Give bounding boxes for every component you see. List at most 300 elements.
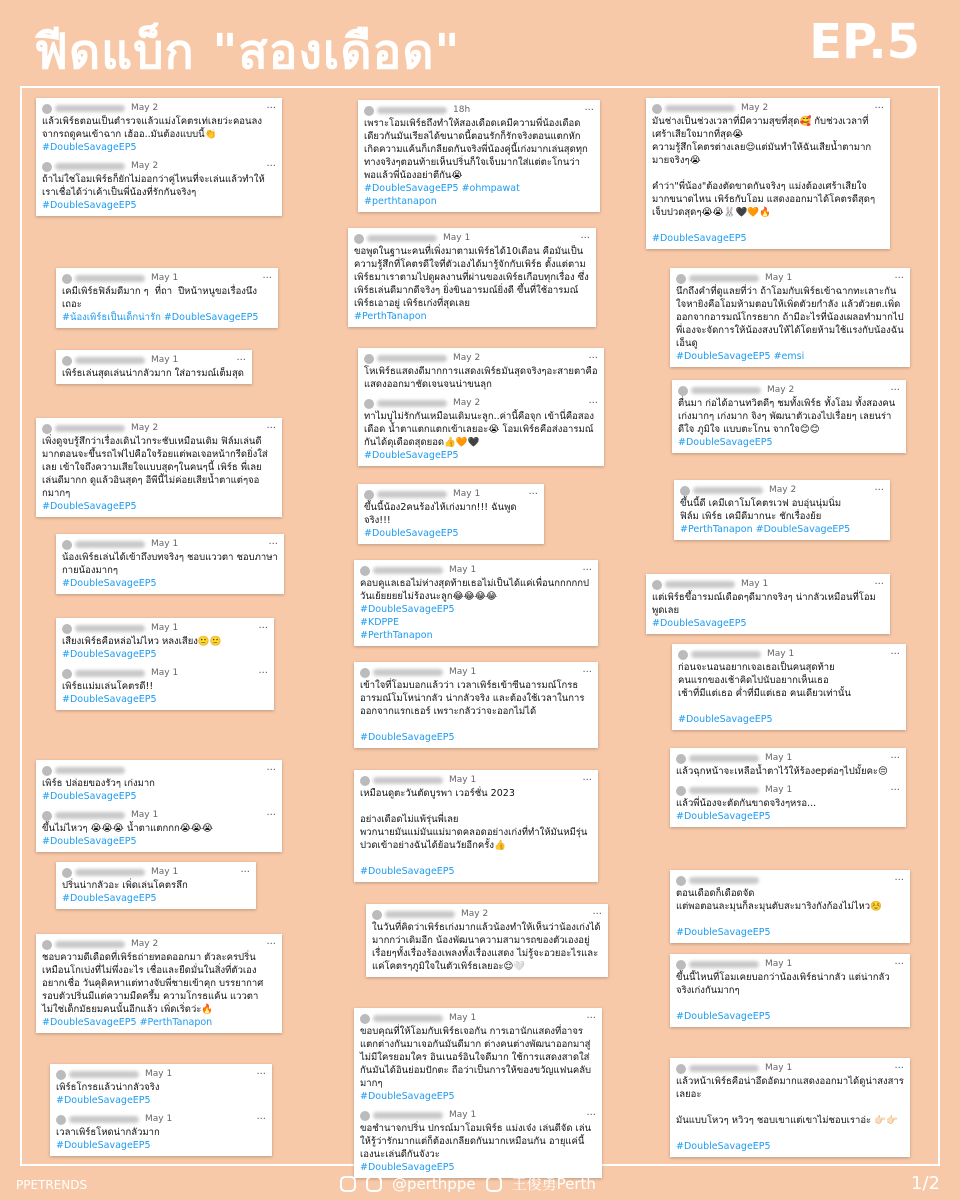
tweet-header	[678, 384, 900, 397]
tweet-date: May 2	[131, 939, 159, 949]
tweet-date: May 1	[453, 489, 481, 499]
blurred-username	[75, 670, 145, 677]
tweet-card[interactable]	[670, 870, 910, 943]
more-options-icon[interactable]: ···	[588, 398, 598, 409]
tweet-text: ขึ้นนี้ดี เคมีเดาโมโคตรเวฟ อบอุ่นนุ่มนิ่ม ฟิล์ม เพิร์ธ เคมีดีมากนะ ชักเรื่องย้ย	[680, 498, 842, 522]
more-options-icon[interactable]: ···	[890, 385, 900, 396]
blurred-username	[69, 1071, 139, 1078]
tweet-card[interactable]	[36, 760, 282, 852]
avatar[interactable]	[62, 868, 72, 878]
tweet-text: ถ้าไม่ใช่โอมเพิร์ธก็ยักไม่ออกว่าคู่ไหนที่จะเล่นแล้วทำให้เราเชื่อได้ว่าเค้าเป็นพี่น้องที่รักกันจริงๆ	[42, 174, 265, 198]
hashtags[interactable]: #DoubleSavageEP5	[364, 450, 459, 461]
blurred-username	[373, 1015, 443, 1022]
tweet-card[interactable]	[56, 268, 278, 328]
blurred-username	[75, 275, 145, 282]
tweet-header	[676, 874, 904, 887]
tweet-text: ขึ้นนี้น้อง2คนร้องไห้เก่งมาก!!! ฉันพูดจริง!!!	[364, 502, 517, 526]
tweet-date: May 1	[131, 810, 159, 820]
more-options-icon[interactable]: ···	[258, 623, 268, 634]
blurred-username	[691, 387, 761, 394]
tweet[interactable]	[62, 667, 268, 706]
blurred-username	[385, 911, 455, 918]
tweet-header	[676, 1062, 904, 1075]
blurred-username	[377, 400, 447, 407]
tweet-header	[364, 104, 594, 117]
tweet-header	[42, 764, 276, 777]
hashtags[interactable]: #DoubleSavageEP5	[652, 618, 747, 629]
more-options-icon[interactable]: ···	[580, 233, 590, 244]
hashtags[interactable]: #DoubleSavageEP5	[360, 732, 455, 743]
tweet-text: ขอชำนาจกปริ่น ปกรณ์มาโอมเพิร์ธ แม่งเจ๋ง เล่นดีจัด เล่นให้รู้ว่ารักมากแต่ก็ต้องเกลียดกันมากเหมือนกัน อายุแค่นี้เองนะเล่นดีกันจังวะ	[360, 1123, 592, 1160]
tweet-date: May 2	[461, 909, 489, 919]
tweet-date: May 1	[443, 233, 471, 243]
avatar[interactable]	[62, 540, 72, 550]
hashtags[interactable]: #DoubleSavageEP5	[676, 1141, 771, 1152]
tweet[interactable]	[62, 622, 268, 661]
avatar[interactable]	[42, 424, 52, 434]
tweet[interactable]	[676, 958, 904, 1023]
tweet[interactable]	[676, 874, 904, 939]
more-options-icon[interactable]: ···	[874, 103, 884, 114]
hashtags[interactable]: #PerthTanapon #DoubleSavageEP5	[680, 524, 851, 535]
tweet-header	[62, 667, 268, 680]
tweet-header	[42, 809, 276, 822]
tweet-header	[56, 1113, 266, 1126]
tweet-card[interactable]	[56, 862, 256, 909]
tweet-text: เคมีเพิร์ธฟิล์มดีมาก ๆ ที่ถา ปีหน้าหนูขอเรื่องนึงเถอะ	[62, 286, 258, 310]
hashtags[interactable]: #DoubleSavageEP5	[42, 200, 137, 211]
avatar[interactable]	[62, 356, 72, 366]
tweet-header	[360, 564, 592, 577]
avatar[interactable]	[364, 354, 374, 364]
tweet-header	[62, 622, 268, 635]
more-options-icon[interactable]: ···	[894, 273, 904, 284]
tweet-date: May 1	[145, 1114, 173, 1124]
hashtags[interactable]: #DoubleSavageEP5	[360, 866, 455, 877]
tweet[interactable]	[680, 484, 884, 536]
tweet-card[interactable]	[36, 98, 282, 216]
tweet-card[interactable]	[646, 574, 890, 634]
tweet-text: เหมือนดูตะวันตัดบูรพา เวอร์ชั่น 2023 อย่างเดือดไม่แพ้รุ่นพี่เลย พวกนายมันแม่มันแม่มาดคลอดอย่างเก่งที่ทำให้มันหมีรุ่นปวดเข้าอย่างฉันได้ย้อนวัยอีกครั้ง👍	[360, 788, 588, 851]
blurred-username	[689, 1065, 759, 1072]
tweet-date: May 2	[767, 385, 795, 395]
more-options-icon[interactable]: ···	[240, 867, 250, 878]
hashtags[interactable]: #DoubleSavageEP5	[56, 1095, 151, 1106]
weibo-handle: 王俊勇Perth	[511, 1175, 596, 1193]
tweet[interactable]	[678, 384, 900, 449]
hashtags[interactable]: #น้องเพิร์ธเป็นเด็กน่ารัก #DoubleSavageEP5	[62, 312, 259, 323]
avatar[interactable]	[652, 104, 662, 114]
tweet[interactable]	[364, 488, 538, 540]
more-options-icon[interactable]: ···	[592, 909, 602, 920]
tweet-card[interactable]	[354, 770, 598, 882]
tweet[interactable]	[62, 354, 246, 380]
tweet-header	[62, 354, 246, 367]
avatar[interactable]	[678, 386, 688, 396]
tweet-text: ขึ้นนี้ไหนที่โอมเคยบอกว่าน้องเพิร์ธน่ากลัว แต่น่ากลัวจริงเก่งกันมากๆ	[676, 972, 890, 996]
twitter-icon	[366, 1176, 382, 1192]
tweet-card[interactable]	[358, 100, 600, 212]
blurred-username	[665, 105, 735, 112]
tweet[interactable]	[360, 564, 592, 642]
blurred-username	[689, 877, 759, 884]
blurred-username	[377, 355, 447, 362]
tweet-header	[652, 578, 884, 591]
tweet-text: เพิร์ธเล่นสุดเล่นน่ากลัวมาก ใส่อารมณ์เต็มสุด	[62, 368, 244, 379]
hashtags[interactable]: #DoubleSavageEP5	[360, 1162, 455, 1173]
hashtags[interactable]: #DoubleSavageEP5	[62, 649, 157, 660]
tweet-card[interactable]	[670, 1058, 910, 1157]
blurred-username	[75, 625, 145, 632]
tweet-header	[372, 908, 602, 921]
blurred-username	[665, 581, 735, 588]
tweet-card[interactable]	[56, 534, 284, 594]
tweet-text: แล้วพี่น้องจะตัดกันขาดจริงๆหรอ...	[676, 798, 817, 809]
hashtags[interactable]: #DoubleSavageEP5	[42, 142, 137, 153]
more-options-icon[interactable]: ···	[236, 355, 246, 366]
tweet-header	[680, 484, 884, 497]
tweet[interactable]	[42, 160, 276, 212]
more-options-icon[interactable]: ···	[266, 423, 276, 434]
blurred-username	[377, 107, 447, 114]
tweet-card[interactable]	[670, 748, 906, 827]
tweet-text: น้องเพิร์ธเล่นได้เข้าถึงบทจริงๆ ชอบแววตา ชอบภาษากายน้องมากๆ	[62, 552, 278, 576]
blurred-username	[689, 755, 759, 762]
blurred-username	[55, 105, 125, 112]
tweet[interactable]	[56, 1113, 266, 1152]
hashtags[interactable]: #DoubleSavageEP5	[42, 501, 137, 512]
avatar[interactable]	[360, 566, 370, 576]
tweet-header	[678, 648, 900, 661]
tweet[interactable]	[354, 232, 590, 323]
avatar[interactable]	[56, 1115, 66, 1125]
more-options-icon[interactable]: ···	[894, 875, 904, 886]
tweet-card[interactable]	[358, 348, 604, 466]
tweet-text: เพราะโอมเพิร์ธถึงทำให้สองเดือดเคมีความพี่น้องเดือดเดียวกันมันเรียลได้ขนาดนี้ตอนรักก็รักจริงตอนแตกหักเกิดความแค้นก็เกลียดกันจริงพี่น้องคู่นี้เก่งมากเล่นสุดทุกทางจริงๆตอนท้ายเห็นปริ่นก็ใจเจ็บมากใส่แต่ตะโกนว่าพอแล้วพี่น้องอย่าตีกัน😭	[364, 118, 588, 181]
hashtags[interactable]: #DoubleSavageEP5	[56, 1140, 151, 1151]
blurred-username	[689, 275, 759, 282]
hashtags[interactable]: #DoubleSavageEP5	[652, 233, 747, 244]
tweet-card[interactable]	[348, 228, 596, 327]
episode-label: EP.5	[809, 14, 920, 70]
more-options-icon[interactable]: ···	[582, 565, 592, 576]
tweet-card[interactable]	[670, 954, 910, 1027]
instagram-icon	[340, 1176, 356, 1192]
avatar[interactable]	[42, 104, 52, 114]
tweet-text: โหเพิร์ธแสดงดีมากการแสดงเพิร์ธมันสุดจริงๆอะสายตาคือแสดงออกมาชัดเจนจนน่าขนลุก	[364, 366, 598, 390]
more-options-icon[interactable]: ···	[266, 103, 276, 114]
avatar[interactable]	[372, 910, 382, 920]
tweet[interactable]	[62, 866, 250, 905]
more-options-icon[interactable]: ···	[890, 649, 900, 660]
blurred-username	[373, 669, 443, 676]
tweet-card[interactable]	[36, 418, 282, 517]
tweet-text: แต่เพิร์ธขึ้อารมณ์เดือดๆดีมากจริงๆ น่ากลัวเหมือนที่โอมพูดเลย	[652, 592, 876, 616]
tweet-text: เพิร์ธแม่มเล่นโคตรดี!!	[62, 681, 154, 692]
tweet[interactable]	[42, 764, 276, 803]
tweet[interactable]	[62, 272, 272, 324]
avatar[interactable]	[652, 580, 662, 590]
tweet-card[interactable]	[50, 1064, 272, 1156]
avatar[interactable]	[364, 490, 374, 500]
tweet-header	[364, 352, 598, 365]
hashtags[interactable]: #DoubleSavageEP5	[676, 811, 771, 822]
tweet-date: May 1	[151, 668, 179, 678]
avatar[interactable]	[360, 668, 370, 678]
avatar[interactable]	[676, 786, 686, 796]
avatar[interactable]	[676, 1064, 686, 1074]
hashtags[interactable]: #DoubleSavageEP5	[62, 893, 157, 904]
tweet[interactable]	[42, 809, 276, 848]
tweet-card[interactable]	[670, 268, 910, 367]
tweet-date: May 1	[449, 1013, 477, 1023]
tweet-header	[676, 752, 900, 765]
blurred-username	[373, 777, 443, 784]
avatar[interactable]	[56, 1070, 66, 1080]
tweet-text: เพิร์ธโกรธแล้วน่ากลัวจริง	[56, 1082, 160, 1093]
tweet-card[interactable]	[56, 618, 274, 710]
tweet-header	[56, 1068, 266, 1081]
blurred-username	[693, 487, 763, 494]
tweet-date: May 1	[765, 785, 793, 795]
tweet-card[interactable]	[36, 934, 282, 1033]
tweet-card[interactable]	[354, 1008, 602, 1178]
blurred-username	[69, 1116, 139, 1123]
avatar[interactable]	[676, 960, 686, 970]
more-options-icon[interactable]: ···	[582, 775, 592, 786]
tweet-card[interactable]	[366, 904, 608, 977]
more-options-icon[interactable]: ···	[266, 765, 276, 776]
tweet[interactable]	[676, 1062, 904, 1153]
more-options-icon[interactable]: ···	[258, 668, 268, 679]
avatar[interactable]	[676, 876, 686, 886]
tweet[interactable]	[360, 666, 592, 744]
tweet-card[interactable]	[354, 662, 598, 748]
blurred-username	[75, 357, 145, 364]
tweet-date: May 1	[765, 1063, 793, 1073]
more-options-icon[interactable]: ···	[586, 1013, 596, 1024]
tweet[interactable]	[652, 578, 884, 630]
page-title: ฟีดแบ็ก "สองเดือด"	[34, 24, 461, 80]
tweet-date: May 2	[741, 103, 769, 113]
tweet-date: May 1	[449, 775, 477, 785]
avatar[interactable]	[676, 274, 686, 284]
hashtags[interactable]: #DoubleSavageEP5	[678, 714, 773, 725]
tweet[interactable]	[62, 538, 278, 590]
tweet-text: ก่อนจะนอนอยากเจอเธอเป็นคนสุดท้าย คนแรกของเช้าคิดไปนับอยากเห็นเธอ เช้าที่มีแต่เธอ ค่ำที่มีแต่เธอ คนเดียวเท่านั้น	[678, 662, 851, 699]
tweet-text: ตื่นมา ก่อได้อานทวิตดีๆ ชมทั้งเพิร์ธ ทั้งโอม ทั้งสองคนเก่งมากๆ เก่งมาก จิงๆ พัฒนาตัวเองไปเรื่อยๆ เลยนร่า ดีใจ ภูมิใจ แบบตะโกน จากใจ😊😊	[678, 398, 896, 435]
tweet-date: May 2	[131, 423, 159, 433]
tweet[interactable]	[652, 102, 884, 245]
tweet-date: May 2	[453, 398, 481, 408]
tweet-text: เพิ่งดูจบรู้สึกว่าเรื่องเดินไวกระชับเหมือนเดิม ฟิล์มเล่นดี มากตอนจะขึ้นรถไฟไปคือใจร้อยแต่พอเจอหน้ากรีดยิ่งใส่เลย เข้าใจถึงความเสียใจแบบสุดๆในคนๆนี้ เพิร์ธ พี่เลยเล่นดีมากก ดูแล้วอินสุดๆ อีพีนี้ไม่ค่อยเสียน้ำตาแต่ๆจอกมากๆ	[42, 436, 268, 499]
tweet[interactable]	[676, 752, 900, 778]
tweet[interactable]	[364, 397, 598, 462]
tweet-date: 18h	[453, 105, 471, 115]
hashtags[interactable]: #DoubleSavageEP5 #PerthTanapon	[42, 1017, 213, 1028]
avatar[interactable]	[42, 811, 52, 821]
tweet-text: ปริ่นน่ากลัวอะ เพิ่ดเล่นโคตรลึก	[62, 880, 188, 891]
tweet-text: แล้วหน้าเพิร์ธคือน่าอึดอัดมากแสดงออกมาได้ดูน่าสงสารเลยอะ มันแบบโหวๆ หวิวๆ ชอบเขาแต่เขาไม่ชอบเราอ่ะ 👉🏻👉🏻	[676, 1076, 904, 1126]
more-options-icon[interactable]: ···	[262, 273, 272, 284]
more-options-icon[interactable]: ···	[582, 667, 592, 678]
tweet-date: May 1	[449, 565, 477, 575]
tweet-text: ในวันที่คิดว่าเพิร์ธเก่งมากแล้วน้องทำให้เห็นว่าน้องเก่งได้มากกว่าเดิมอีก น้องพัฒนาความสามารถของตัวเองอยู่เรื่อยๆทั้งเรื่องร้องเพลงทั้งเรื่องแสดง ไม่รู้จะอวยอะไรและแค่โคตรๆภูมิใจในตัวเพิร์ธเลยอะ😌🤍	[372, 922, 601, 972]
blurred-username	[373, 1112, 443, 1119]
tweet-date: May 1	[449, 667, 477, 677]
avatar[interactable]	[42, 766, 52, 776]
tweet-header	[652, 102, 884, 115]
tweet-text: ขึ้นไม่ไหวๆ 😭😭😭 น้ำตาแตกกก😭😭😭	[42, 823, 214, 834]
more-options-icon[interactable]: ···	[894, 1063, 904, 1074]
avatar[interactable]	[360, 776, 370, 786]
blurred-username	[373, 567, 443, 574]
footer-source: PPETRENDS	[16, 1178, 88, 1192]
tweet-text: เข้าใจที่โอมบอกแล้วว่า เวลาเพิร์ธเข้าซีนอารมณ์โกรธอารมณ์โมโหน่ากลัว น่ากลัวจริง และต้องใช้เวลาในการออกจากแรกเธอร์ เพราะกลัวว่าจะออกไม่ได้	[360, 680, 585, 717]
hashtags[interactable]: #DoubleSavageEP5	[42, 836, 137, 847]
tweet[interactable]	[372, 908, 602, 973]
avatar[interactable]	[678, 650, 688, 660]
avatar[interactable]	[42, 162, 52, 172]
tweet[interactable]	[360, 1109, 596, 1174]
blurred-username	[367, 235, 437, 242]
more-options-icon[interactable]: ···	[266, 939, 276, 950]
tweet-text: ชอบความดีเดือดที่เพิร์ธถ่ายทอดออกมา ตัวละครปริ่นเหมือนโกเบ่งที่ไม่พึ่งอะไร เชื่อและยืดมั่นในสิ่งที่ตัวเองอยากเชื่อ วันคุดิคหาแต่ทางจับพี่ชายเข้าคุก บรรยากาศรอบตัวปริ่นมีแต่ความมืดครึ้ม ความโกรธแค้น แววตาไม่ใช่เด็กมัธยมคนนั้นอีกแล้ว เพิ่ดเริ่ดว่ะ🔥	[42, 952, 264, 1015]
blurred-username	[55, 425, 125, 432]
tweet-header	[360, 1012, 596, 1025]
more-options-icon[interactable]: ···	[890, 785, 900, 796]
avatar[interactable]	[62, 669, 72, 679]
tweet-text: ตอนเดือดก็เดือดจัด แต่พอตอนละมุนก็ละมุนตับสะมาริงกังก้องไม่ไหว☺️	[676, 888, 882, 912]
tweet-text: นึกถึงคำที่ดูแลยที่ว่า ถ้าโอมกับเพิร์ธเข้าฉากทะเลาะกันใจหายิงคือโอมห้ามตอบให้เพิ่ดตัวยกำลัง แล้วตัวยต.เพิ่ดออกจากอารมณ์โกรธยาก ถ้ามีอะไรที่น้องเผลอทำมากไปพี่เองจะจัดการให้น้องสงบให้ได้โดยห้ามใช้แรงกับน้องฉันเอ็นดู	[676, 286, 904, 349]
hashtags[interactable]: #DoubleSavageEP5	[62, 578, 157, 589]
tweet-header	[42, 422, 276, 435]
tweet-date: May 1	[151, 623, 179, 633]
tweet-card[interactable]	[358, 484, 544, 544]
tweet-date: May 1	[151, 539, 179, 549]
more-options-icon[interactable]: ···	[894, 959, 904, 970]
hashtags[interactable]: #DoubleSavageEP5	[678, 437, 773, 448]
tweet[interactable]	[364, 352, 598, 391]
tweet[interactable]	[42, 422, 276, 513]
tweet[interactable]	[56, 1068, 266, 1107]
more-options-icon[interactable]: ···	[890, 753, 900, 764]
avatar[interactable]	[62, 274, 72, 284]
blurred-username	[55, 812, 125, 819]
more-options-icon[interactable]: ···	[256, 1114, 266, 1125]
blurred-username	[691, 651, 761, 658]
tweet-card[interactable]	[672, 380, 906, 453]
footer-socials	[340, 1173, 596, 1194]
tweet[interactable]	[676, 272, 904, 363]
hashtags[interactable]: #PerthTanapon	[354, 311, 427, 322]
avatar[interactable]	[676, 754, 686, 764]
tweet-header	[354, 232, 590, 245]
tweet-text: ขอบคุณที่ให้โอมกับเพิร์ธเจอกัน การเอานักแสดงที่อาจรแตกต่างกันมาเจอกันมันดีมาก ต่างคนต่างพัฒนาออกมาสู่ไม่มีใครยอมใคร อินเนอร์อินใจดีมาก ใช้การแสดงสาดใส่กันมันได้อินย่อมปักตะ ถือว่าเป็นการให้ของขวัญแฟนคลับมากๆ	[360, 1026, 592, 1089]
tweet-card[interactable]	[674, 480, 890, 540]
more-options-icon[interactable]: ···	[586, 1110, 596, 1121]
tweet-header	[62, 538, 278, 551]
tweet-date: May 1	[765, 273, 793, 283]
more-options-icon[interactable]: ···	[584, 105, 594, 116]
tweet-header	[360, 1109, 596, 1122]
tweet-card[interactable]	[354, 560, 598, 646]
tweet-text: แล้วเพิร์ธตอนเป็นตำรวจแล้วแม่งโคตรเท่เลยว่ะคอนลง จากรถดูคนเข้าฉาก เฮ้ออ..มันต้องแบบนี้👏	[42, 116, 265, 140]
tweet-header	[42, 102, 276, 115]
more-options-icon[interactable]: ···	[266, 810, 276, 821]
more-options-icon[interactable]: ···	[268, 539, 278, 550]
tweet-date: May 1	[151, 867, 179, 877]
hashtags[interactable]: #DoubleSavageEP5 #KDPPE #PerthTanapon	[360, 604, 455, 641]
hashtags[interactable]: #DoubleSavageEP5	[360, 1091, 455, 1102]
tweet-date: May 2	[769, 485, 797, 495]
blurred-username	[55, 941, 125, 948]
tweet-date: May 1	[765, 959, 793, 969]
tweet[interactable]	[360, 774, 592, 878]
tweet[interactable]	[42, 938, 276, 1029]
tweet[interactable]	[42, 102, 276, 154]
avatar[interactable]	[360, 1014, 370, 1024]
hashtags[interactable]: #DoubleSavageEP5 #emsi	[676, 351, 805, 362]
more-options-icon[interactable]: ···	[266, 161, 276, 172]
tweet[interactable]	[364, 104, 594, 208]
blurred-username	[689, 787, 759, 794]
more-options-icon[interactable]: ···	[256, 1069, 266, 1080]
twitter-handle: @perthppe	[392, 1174, 476, 1193]
tweet-card[interactable]	[672, 644, 906, 730]
hashtags[interactable]: #DoubleSavageEP5	[676, 1011, 771, 1022]
tweet-date: May 1	[151, 273, 179, 283]
tweet[interactable]	[678, 648, 900, 726]
tweet-text: คอบคูแลเธอไม่ห่างสุดท้ายเธอไม่เป็นได้แค่เพื่อนกกกกกปวันเย้ยยยยไม่ร้องนะลูก😂😂😂😂	[360, 578, 590, 602]
hashtags[interactable]: #DoubleSavageEP5	[62, 694, 157, 705]
tweet-text: เสียงเพิร์ธคือหล่อไม่ไหว หลงเสียง🙂🙂	[62, 636, 222, 647]
tweet-header	[676, 958, 904, 971]
hashtags[interactable]: #DoubleSavageEP5 #ohmpawat #perthtanapon	[364, 183, 523, 207]
more-options-icon[interactable]: ···	[874, 579, 884, 590]
more-options-icon[interactable]: ···	[874, 485, 884, 496]
hashtags[interactable]: #DoubleSavageEP5	[364, 528, 459, 539]
tweet-date: May 1	[767, 649, 795, 659]
avatar[interactable]	[42, 940, 52, 950]
hashtags[interactable]: #DoubleSavageEP5	[676, 927, 771, 938]
more-options-icon[interactable]: ···	[588, 353, 598, 364]
more-options-icon[interactable]: ···	[528, 489, 538, 500]
avatar[interactable]	[62, 624, 72, 634]
avatar[interactable]	[360, 1111, 370, 1121]
tweet-card[interactable]	[56, 350, 252, 384]
tweet[interactable]	[676, 784, 900, 823]
blurred-username	[75, 541, 145, 548]
tweet-header	[42, 938, 276, 951]
tweet-header	[364, 488, 538, 501]
avatar[interactable]	[680, 486, 690, 496]
tweet-text: ขอพูดในฐานะคนที่เพิ่งมาตามเพิร์ธได้10เดือน คือมันเป็นความรู้สึกที่โคตรดีใจที่ตัวเองได้มารู้จักกับเพิร์ธ ตั้งแต่ตามเพิร์ธมาเราตามไปดูผลงานที่ผ่านของเพิร์ธเกือบทุกเรื่อง ซึ่งเพิร์ธเล่นดีมากดีจริงๆ ยิ่งขินอารมณ์ยิ่งดี ขึ้นที่ใช้อารมณ์เพิร์ธเอาอยู่ เพิร์ธเก่งที่สุดเลย	[354, 246, 589, 309]
tweet-text: แล้วฉุกหน้าจะเหลือน้ำตาไว้ให้ร้องepต่อๆไปมั้ยคะ😔	[676, 766, 888, 777]
tweet-date: May 1	[741, 579, 769, 589]
avatar[interactable]	[364, 106, 374, 116]
blurred-username	[55, 767, 125, 774]
tweet[interactable]	[360, 1012, 596, 1103]
weibo-icon	[486, 1176, 502, 1192]
hashtags[interactable]: #DoubleSavageEP5	[42, 791, 137, 802]
tweet-date: May 2	[131, 103, 159, 113]
tweet-text: ทาไมบูไม่รักกันเหมือนเดิมนะลูก..ค่านี้คือจุก เข้านี่คือสองเดือด น้ำตาแตกแตกเข้าเลยอะ😭 โอมเพิร์ธคือส่งอารมณ์กันได้ดุเดือดสุดยอด👍🧡🖤	[364, 411, 595, 448]
avatar[interactable]	[354, 234, 364, 244]
tweet-card[interactable]	[646, 98, 890, 249]
avatar[interactable]	[364, 399, 374, 409]
tweet-date: May 2	[453, 353, 481, 363]
